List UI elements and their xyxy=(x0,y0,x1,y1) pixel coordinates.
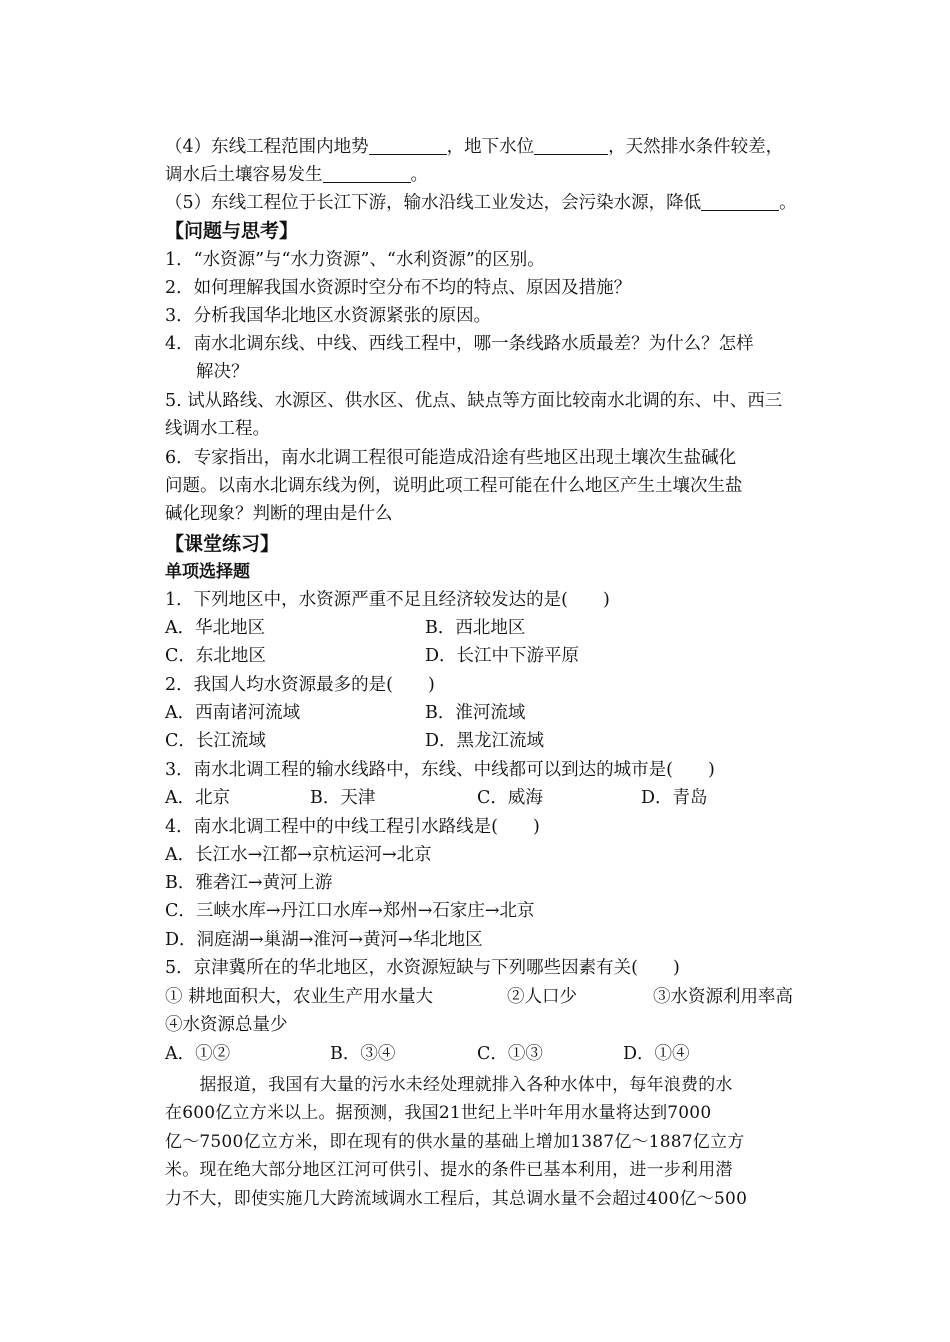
option-b[interactable]: B．淮河流域 xyxy=(425,703,526,723)
section-heading-think: 【问题与思考】 xyxy=(165,220,299,242)
option-d[interactable]: D．洞庭湖→巢湖→淮河→黄河→华北地区 xyxy=(165,930,483,950)
think-item-cont: 解决？ xyxy=(196,362,249,382)
fill-in-q4-line1 xyxy=(165,133,805,161)
option-b[interactable]: B．③④ xyxy=(330,1044,396,1064)
q5-text-a: （5）东线工程位于长江下游，输水沿线工业发达，会污染水源，降低 xyxy=(165,193,702,213)
option-c[interactable]: C．长江流域 xyxy=(165,731,266,751)
option-row xyxy=(165,699,805,727)
option-a[interactable]: A．西南诸河流域 xyxy=(165,703,301,723)
answer-blank[interactable] xyxy=(534,136,608,155)
section-heading-practice: 【课堂练习】 xyxy=(165,533,280,555)
factor-item: ④水资源总量少 xyxy=(165,1015,288,1035)
question-stem: 3．南水北调工程的输水线路中，东线、中线都可以到达的城市是( ) xyxy=(165,760,715,780)
option-d[interactable]: D．黑龙江流域 xyxy=(425,731,545,751)
subheading-single-choice: 单项选择题 xyxy=(165,562,250,582)
think-item: 4．南水北调东线、中线、西线工程中，哪一条线路水质最差？为什么？怎样 xyxy=(165,334,754,354)
question-stem: 5．京津冀所在的华北地区，水资源短缺与下列哪些因素有关( ) xyxy=(165,958,680,978)
q4-text-a: （4）东线工程范围内地势 xyxy=(165,137,369,157)
think-item-cont: 线调水工程。 xyxy=(165,419,270,439)
think-item-cont: 碱化现象？判断的理由是什么 xyxy=(165,504,393,524)
option-c[interactable]: C．①③ xyxy=(477,1044,543,1064)
option-c[interactable]: C．威海 xyxy=(477,788,543,808)
option-b[interactable]: B．雅砻江→黄河上游 xyxy=(165,873,333,893)
option-b[interactable]: B．西北地区 xyxy=(425,618,526,638)
q4-text-c: ，天然排水条件较差， xyxy=(608,137,784,157)
think-item: 5. 试从路线、水源区、供水区、优点、缺点等方面比较南水北调的东、中、西三 xyxy=(165,391,783,411)
q4-text-d: 调水后土壤容易发生 xyxy=(165,165,323,185)
factor-item: ③水资源利用率高 xyxy=(653,987,793,1007)
answer-blank[interactable] xyxy=(701,192,779,211)
option-c[interactable]: C．三峡水库→丹江口水库→郑州→石家庄→北京 xyxy=(165,901,535,921)
option-b[interactable]: B．天津 xyxy=(310,788,376,808)
option-a[interactable]: A．①② xyxy=(165,1044,231,1064)
think-item: 3．分析我国华北地区水资源紧张的原因。 xyxy=(165,306,492,326)
option-row xyxy=(165,614,805,642)
think-item-cont: 问题。以南水北调东线为例，说明此项工程可能在什么地区产生土壤次生盐 xyxy=(165,476,743,496)
passage-line: 在600亿立方米以上。据预测，我国21世纪上半叶年用水量将达到7000 xyxy=(165,1103,712,1123)
think-item: 2．如何理解我国水资源时空分布不均的特点、原因及措施？ xyxy=(165,278,632,298)
factor-item: ②人口少 xyxy=(507,987,577,1007)
option-d[interactable]: D．长江中下游平原 xyxy=(425,646,580,666)
option-c[interactable]: C．东北地区 xyxy=(165,646,266,666)
option-row xyxy=(165,784,805,812)
option-a[interactable]: A．华北地区 xyxy=(165,618,266,638)
option-a[interactable]: A．长江水→江都→京杭运河→北京 xyxy=(165,845,432,865)
question-stem: 1．下列地区中，水资源严重不足且经济较发达的是( ) xyxy=(165,590,610,610)
fill-in-q5 xyxy=(165,189,805,217)
q5-text-b: 。 xyxy=(779,193,797,213)
think-item: 1．“水资源”与“水力资源”、“水利资源”的区别。 xyxy=(165,250,545,270)
passage-line: 力不大，即使实施几大跨流域调水工程后，其总调水量不会超过400亿～500 xyxy=(165,1189,748,1209)
question-stem: 4．南水北调工程中的中线工程引水路线是( ) xyxy=(165,817,540,837)
fill-in-q4-line2 xyxy=(165,161,805,189)
factor-item: ① 耕地面积大，农业生产用水量大 xyxy=(165,987,434,1007)
option-a[interactable]: A．北京 xyxy=(165,788,231,808)
passage-line: 米。现在绝大部分地区江河可供引、提水的条件已基本利用，进一步利用潜 xyxy=(165,1160,733,1180)
q4-text-b: ，地下水位 xyxy=(446,137,535,157)
option-row xyxy=(165,727,805,755)
option-d[interactable]: D．①④ xyxy=(623,1044,690,1064)
option-row xyxy=(165,642,805,670)
think-item: 6．专家指出，南水北调工程很可能造成沿途有些地区出现土壤次生盐碱化 xyxy=(165,448,737,468)
question-stem: 2．我国人均水资源最多的是( ) xyxy=(165,675,435,695)
q4-text-e: 。 xyxy=(410,165,428,185)
passage-line: 亿～7500亿立方米，即在现有的供水量的基础上增加1387亿～1887亿立方 xyxy=(165,1132,745,1152)
answer-blank[interactable] xyxy=(323,164,411,183)
answer-blank[interactable] xyxy=(369,136,447,155)
factor-row xyxy=(165,983,805,1011)
passage-line: 据报道，我国有大量的污水未经处理就排入各种水体中，每年浪费的水 xyxy=(165,1075,733,1095)
option-d[interactable]: D．青岛 xyxy=(641,788,708,808)
option-row xyxy=(165,1040,805,1068)
